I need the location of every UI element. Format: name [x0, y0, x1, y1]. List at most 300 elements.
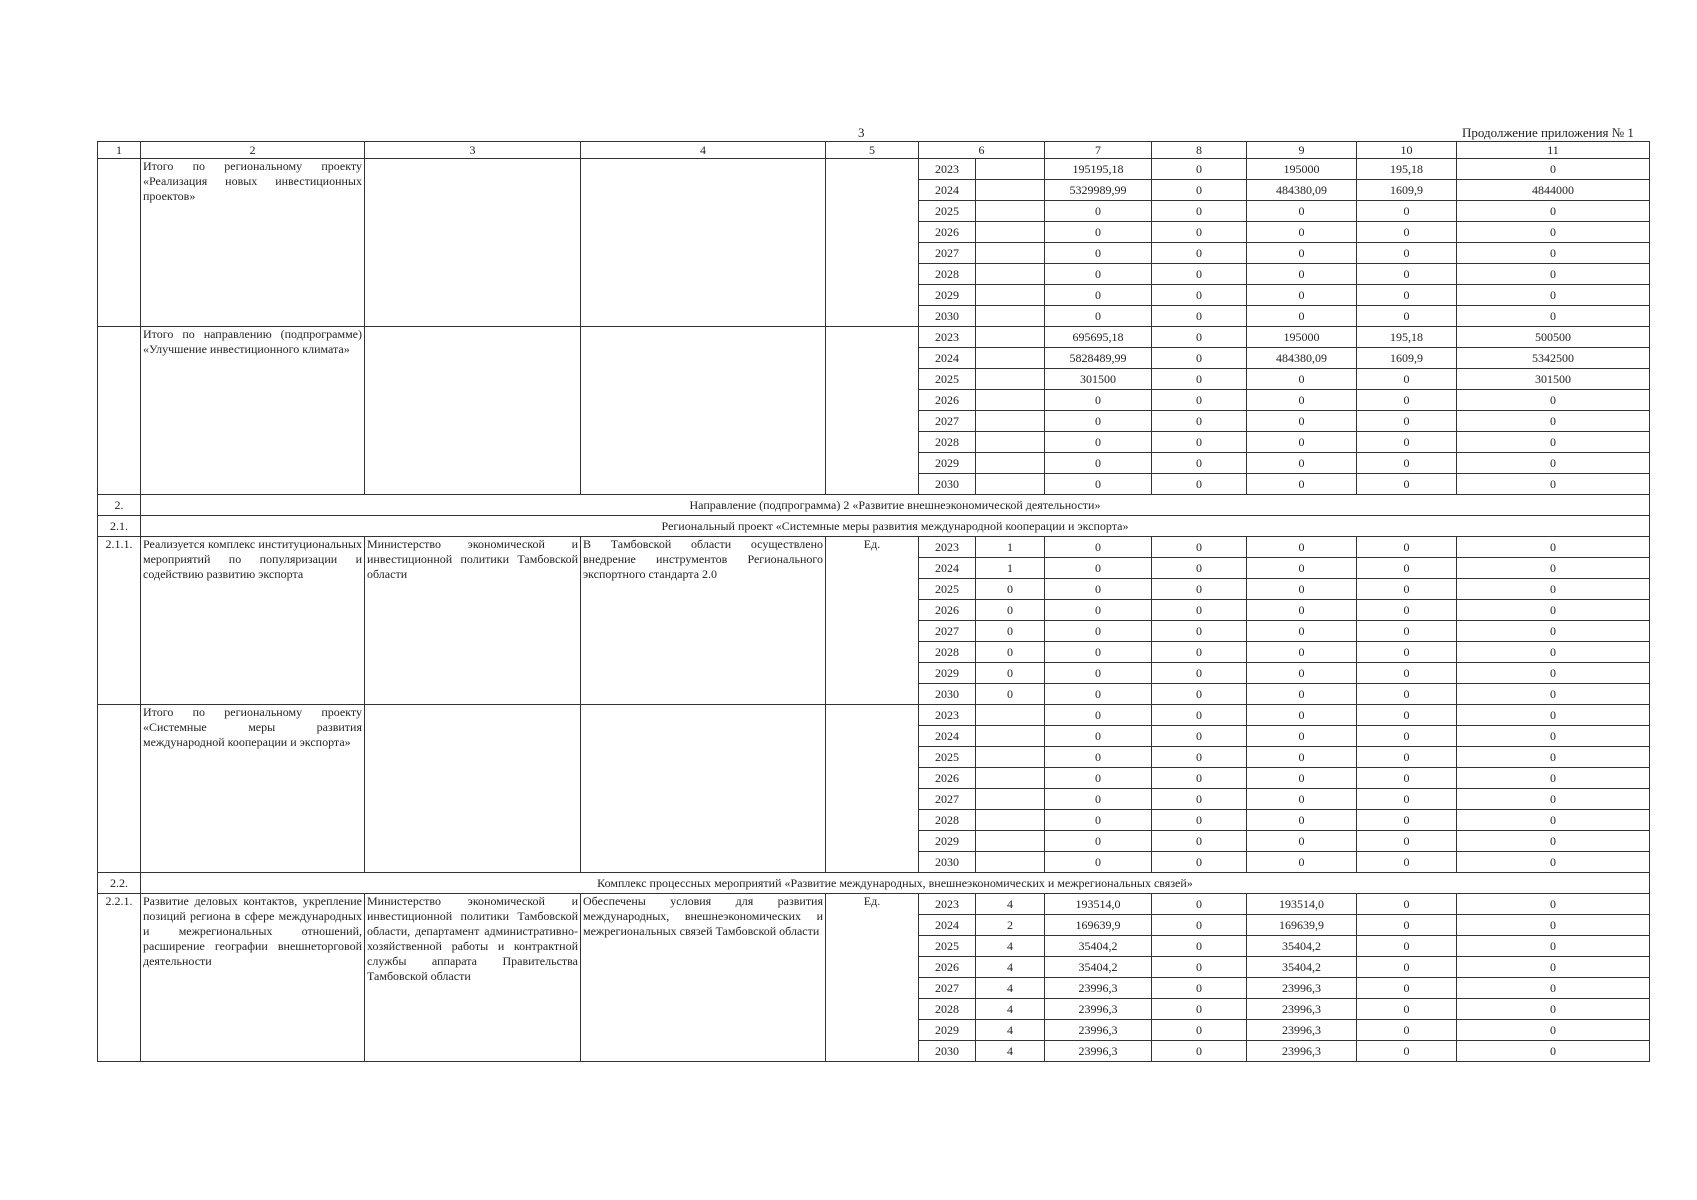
item-executor [365, 159, 581, 327]
value-col-9: 0 [1247, 789, 1357, 810]
column-header-2: 2 [141, 142, 365, 159]
section-row [98, 495, 1650, 516]
value-col-8: 0 [1152, 600, 1247, 621]
value-col-7: 0 [1045, 684, 1152, 705]
value-col-10: 0 [1357, 999, 1457, 1020]
year-cell: 2025 [919, 936, 976, 957]
value-col-9: 0 [1247, 222, 1357, 243]
value-col-7: 0 [1045, 852, 1152, 873]
year-cell: 2023 [919, 159, 976, 180]
value-col-7: 0 [1045, 810, 1152, 831]
column-header-9: 9 [1247, 142, 1357, 159]
value-col-9: 0 [1247, 390, 1357, 411]
value-col-9: 195000 [1247, 327, 1357, 348]
continuation-label: Продолжение приложения № 1 [1462, 125, 1634, 140]
value-col-8: 0 [1152, 684, 1247, 705]
value-col-6 [976, 768, 1045, 789]
value-col-7: 0 [1045, 474, 1152, 495]
value-col-7: 169639,9 [1045, 915, 1152, 936]
value-col-9: 23996,3 [1247, 978, 1357, 999]
value-col-11: 0 [1457, 852, 1650, 873]
value-col-11: 0 [1457, 810, 1650, 831]
item-name: Итого по региональному проекту «Системные меры развития международной кооперации и экспорта» [141, 705, 365, 873]
value-col-8: 0 [1152, 1041, 1247, 1062]
item-unit [826, 159, 919, 327]
value-col-8: 0 [1152, 180, 1247, 201]
item-executor [365, 705, 581, 873]
page-number: 3 [858, 125, 865, 140]
row-number [98, 705, 141, 873]
year-cell: 2026 [919, 222, 976, 243]
value-col-11: 0 [1457, 453, 1650, 474]
value-col-10: 0 [1357, 411, 1457, 432]
value-col-10: 0 [1357, 957, 1457, 978]
item-result [581, 327, 826, 495]
value-col-9: 0 [1247, 537, 1357, 558]
value-col-6: 0 [976, 621, 1045, 642]
value-col-9: 0 [1247, 369, 1357, 390]
value-col-11: 0 [1457, 789, 1650, 810]
value-col-7: 0 [1045, 285, 1152, 306]
value-col-7: 0 [1045, 831, 1152, 852]
value-col-6: 0 [976, 642, 1045, 663]
value-col-11: 5342500 [1457, 348, 1650, 369]
year-cell: 2028 [919, 432, 976, 453]
value-col-6: 1 [976, 558, 1045, 579]
value-col-11: 0 [1457, 243, 1650, 264]
value-col-9: 195000 [1247, 159, 1357, 180]
value-col-8: 0 [1152, 894, 1247, 915]
value-col-9: 0 [1247, 453, 1357, 474]
year-cell: 2026 [919, 957, 976, 978]
item-unit: Ед. [826, 537, 919, 705]
year-cell: 2030 [919, 474, 976, 495]
value-col-9: 0 [1247, 810, 1357, 831]
item-executor: Министерство экономической и инвестиционной политики Тамбовской области, департамент административно-хозяйственной работы и контрактной службы аппарата Правительства Тамбовской области [365, 894, 581, 1062]
value-col-11: 0 [1457, 432, 1650, 453]
value-col-11: 0 [1457, 411, 1650, 432]
value-col-10: 0 [1357, 390, 1457, 411]
value-col-10: 0 [1357, 768, 1457, 789]
value-col-8: 0 [1152, 999, 1247, 1020]
value-col-8: 0 [1152, 558, 1247, 579]
value-col-7: 195195,18 [1045, 159, 1152, 180]
year-cell: 2023 [919, 705, 976, 726]
value-col-9: 0 [1247, 684, 1357, 705]
value-col-8: 0 [1152, 243, 1247, 264]
value-col-7: 23996,3 [1045, 978, 1152, 999]
value-col-10: 0 [1357, 453, 1457, 474]
value-col-8: 0 [1152, 726, 1247, 747]
value-col-6 [976, 348, 1045, 369]
value-col-11: 0 [1457, 705, 1650, 726]
value-col-10: 0 [1357, 810, 1457, 831]
value-col-6: 0 [976, 600, 1045, 621]
value-col-9: 0 [1247, 831, 1357, 852]
row-number: 2.1.1. [98, 537, 141, 705]
year-cell: 2030 [919, 1041, 976, 1062]
year-cell: 2029 [919, 1020, 976, 1041]
year-cell: 2030 [919, 852, 976, 873]
year-cell: 2023 [919, 327, 976, 348]
value-col-11: 0 [1457, 915, 1650, 936]
value-col-8: 0 [1152, 1020, 1247, 1041]
value-col-6 [976, 474, 1045, 495]
value-col-8: 0 [1152, 957, 1247, 978]
value-col-6: 0 [976, 579, 1045, 600]
year-cell: 2027 [919, 411, 976, 432]
value-col-6 [976, 327, 1045, 348]
year-cell: 2027 [919, 789, 976, 810]
value-col-9: 0 [1247, 726, 1357, 747]
row-number [98, 159, 141, 327]
value-col-9: 169639,9 [1247, 915, 1357, 936]
value-col-11: 0 [1457, 1020, 1650, 1041]
value-col-6 [976, 453, 1045, 474]
header-row [98, 142, 1650, 159]
value-col-7: 0 [1045, 600, 1152, 621]
value-col-6 [976, 432, 1045, 453]
value-col-6 [976, 369, 1045, 390]
value-col-11: 0 [1457, 831, 1650, 852]
value-col-8: 0 [1152, 390, 1247, 411]
value-col-10: 0 [1357, 642, 1457, 663]
item-name: Итого по региональному проекту «Реализация новых инвестиционных проектов» [141, 159, 365, 327]
column-header-10: 10 [1357, 142, 1457, 159]
value-col-11: 0 [1457, 768, 1650, 789]
value-col-6 [976, 243, 1045, 264]
value-col-9: 0 [1247, 306, 1357, 327]
value-col-8: 0 [1152, 768, 1247, 789]
value-col-7: 0 [1045, 663, 1152, 684]
value-col-8: 0 [1152, 789, 1247, 810]
year-cell: 2028 [919, 264, 976, 285]
value-col-6: 1 [976, 537, 1045, 558]
value-col-9: 23996,3 [1247, 1041, 1357, 1062]
column-header-7: 7 [1045, 142, 1152, 159]
year-cell: 2026 [919, 600, 976, 621]
value-col-7: 0 [1045, 705, 1152, 726]
column-header-1: 1 [98, 142, 141, 159]
year-cell: 2027 [919, 243, 976, 264]
value-col-11: 4844000 [1457, 180, 1650, 201]
section-row [98, 516, 1650, 537]
value-col-7: 5828489,99 [1045, 348, 1152, 369]
value-col-7: 193514,0 [1045, 894, 1152, 915]
value-col-6 [976, 831, 1045, 852]
value-col-11: 0 [1457, 579, 1650, 600]
value-col-7: 0 [1045, 768, 1152, 789]
table-row [98, 705, 1650, 726]
value-col-10: 1609,9 [1357, 180, 1457, 201]
value-col-8: 0 [1152, 705, 1247, 726]
value-col-11: 0 [1457, 999, 1650, 1020]
value-col-6 [976, 264, 1045, 285]
section-title: Комплекс процессных мероприятий «Развитие международных, внешнеэкономических и межрегиональных связей» [141, 873, 1650, 894]
value-col-8: 0 [1152, 978, 1247, 999]
value-col-8: 0 [1152, 411, 1247, 432]
value-col-9: 0 [1247, 558, 1357, 579]
value-col-7: 0 [1045, 306, 1152, 327]
value-col-8: 0 [1152, 747, 1247, 768]
value-col-7: 0 [1045, 390, 1152, 411]
value-col-9: 193514,0 [1247, 894, 1357, 915]
value-col-9: 23996,3 [1247, 1020, 1357, 1041]
value-col-10: 0 [1357, 558, 1457, 579]
value-col-11: 0 [1457, 621, 1650, 642]
column-header-3: 3 [365, 142, 581, 159]
value-col-8: 0 [1152, 327, 1247, 348]
value-col-7: 0 [1045, 558, 1152, 579]
value-col-6: 4 [976, 894, 1045, 915]
value-col-10: 0 [1357, 936, 1457, 957]
table-row [98, 894, 1650, 915]
value-col-10: 0 [1357, 1020, 1457, 1041]
value-col-8: 0 [1152, 306, 1247, 327]
year-cell: 2029 [919, 285, 976, 306]
section-number: 2. [98, 495, 141, 516]
value-col-9: 0 [1247, 579, 1357, 600]
value-col-9: 0 [1247, 201, 1357, 222]
value-col-6: 4 [976, 957, 1045, 978]
value-col-8: 0 [1152, 579, 1247, 600]
value-col-11: 0 [1457, 306, 1650, 327]
value-col-6 [976, 411, 1045, 432]
item-name: Развитие деловых контактов, укрепление позиций региона в сфере международных и межрегиональных отношений, расширение географии внешнеторговой деятельности [141, 894, 365, 1062]
value-col-11: 0 [1457, 474, 1650, 495]
value-col-7: 0 [1045, 453, 1152, 474]
value-col-11: 0 [1457, 747, 1650, 768]
value-col-8: 0 [1152, 201, 1247, 222]
value-col-8: 0 [1152, 264, 1247, 285]
value-col-10: 0 [1357, 306, 1457, 327]
year-cell: 2029 [919, 831, 976, 852]
value-col-10: 0 [1357, 201, 1457, 222]
value-col-7: 23996,3 [1045, 1020, 1152, 1041]
value-col-10: 1609,9 [1357, 348, 1457, 369]
value-col-6 [976, 747, 1045, 768]
item-result [581, 159, 826, 327]
year-cell: 2024 [919, 558, 976, 579]
value-col-10: 0 [1357, 663, 1457, 684]
value-col-7: 35404,2 [1045, 936, 1152, 957]
value-col-7: 5329989,99 [1045, 180, 1152, 201]
item-result: В Тамбовской области осуществлено внедрение инструментов Регионального экспортного стандарта 2.0 [581, 537, 826, 705]
row-number: 2.2.1. [98, 894, 141, 1062]
value-col-10: 0 [1357, 600, 1457, 621]
value-col-9: 0 [1247, 432, 1357, 453]
value-col-7: 0 [1045, 222, 1152, 243]
value-col-6 [976, 789, 1045, 810]
value-col-11: 0 [1457, 1041, 1650, 1062]
year-cell: 2028 [919, 999, 976, 1020]
value-col-6 [976, 159, 1045, 180]
year-cell: 2024 [919, 180, 976, 201]
value-col-9: 0 [1247, 663, 1357, 684]
year-cell: 2025 [919, 579, 976, 600]
column-header-5: 5 [826, 142, 919, 159]
value-col-10: 0 [1357, 243, 1457, 264]
section-number: 2.1. [98, 516, 141, 537]
value-col-10: 0 [1357, 852, 1457, 873]
value-col-11: 0 [1457, 936, 1650, 957]
value-col-6 [976, 180, 1045, 201]
value-col-7: 0 [1045, 642, 1152, 663]
year-cell: 2030 [919, 306, 976, 327]
value-col-10: 0 [1357, 978, 1457, 999]
value-col-6 [976, 306, 1045, 327]
value-col-8: 0 [1152, 810, 1247, 831]
value-col-10: 0 [1357, 747, 1457, 768]
value-col-9: 484380,09 [1247, 348, 1357, 369]
value-col-10: 0 [1357, 621, 1457, 642]
table-row [98, 327, 1650, 348]
value-col-10: 0 [1357, 915, 1457, 936]
column-header-4: 4 [581, 142, 826, 159]
value-col-6: 4 [976, 936, 1045, 957]
item-executor: Министерство экономической и инвестиционной политики Тамбовской области [365, 537, 581, 705]
value-col-9: 0 [1247, 705, 1357, 726]
value-col-11: 0 [1457, 201, 1650, 222]
year-cell: 2023 [919, 894, 976, 915]
section-number: 2.2. [98, 873, 141, 894]
value-col-8: 0 [1152, 432, 1247, 453]
value-col-6 [976, 810, 1045, 831]
section-title: Направление (подпрограмма) 2 «Развитие внешнеэкономической деятельности» [141, 495, 1650, 516]
value-col-10: 0 [1357, 789, 1457, 810]
value-col-9: 23996,3 [1247, 999, 1357, 1020]
value-col-8: 0 [1152, 159, 1247, 180]
table-row [98, 537, 1650, 558]
value-col-9: 0 [1247, 852, 1357, 873]
value-col-7: 695695,18 [1045, 327, 1152, 348]
value-col-7: 0 [1045, 201, 1152, 222]
program-table [97, 141, 1650, 1062]
value-col-7: 0 [1045, 747, 1152, 768]
value-col-10: 0 [1357, 537, 1457, 558]
value-col-6: 4 [976, 999, 1045, 1020]
value-col-8: 0 [1152, 852, 1247, 873]
item-unit [826, 327, 919, 495]
value-col-6: 4 [976, 1041, 1045, 1062]
value-col-10: 0 [1357, 474, 1457, 495]
value-col-10: 0 [1357, 705, 1457, 726]
year-cell: 2024 [919, 915, 976, 936]
value-col-10: 0 [1357, 222, 1457, 243]
value-col-11: 0 [1457, 222, 1650, 243]
value-col-6: 4 [976, 978, 1045, 999]
value-col-6 [976, 726, 1045, 747]
value-col-9: 0 [1247, 474, 1357, 495]
column-header-8: 8 [1152, 142, 1247, 159]
value-col-7: 0 [1045, 432, 1152, 453]
value-col-9: 0 [1247, 243, 1357, 264]
value-col-11: 0 [1457, 978, 1650, 999]
column-header-11: 11 [1457, 142, 1650, 159]
value-col-10: 0 [1357, 894, 1457, 915]
value-col-8: 0 [1152, 369, 1247, 390]
value-col-7: 0 [1045, 243, 1152, 264]
value-col-10: 0 [1357, 264, 1457, 285]
value-col-8: 0 [1152, 831, 1247, 852]
value-col-11: 0 [1457, 390, 1650, 411]
value-col-7: 0 [1045, 264, 1152, 285]
year-cell: 2029 [919, 453, 976, 474]
year-cell: 2027 [919, 621, 976, 642]
value-col-11: 0 [1457, 726, 1650, 747]
value-col-7: 0 [1045, 579, 1152, 600]
value-col-9: 0 [1247, 285, 1357, 306]
value-col-11: 0 [1457, 894, 1650, 915]
value-col-7: 23996,3 [1045, 999, 1152, 1020]
year-cell: 2028 [919, 642, 976, 663]
value-col-11: 500500 [1457, 327, 1650, 348]
year-cell: 2027 [919, 978, 976, 999]
value-col-7: 0 [1045, 621, 1152, 642]
year-cell: 2029 [919, 663, 976, 684]
item-result [581, 705, 826, 873]
value-col-6: 0 [976, 684, 1045, 705]
value-col-6: 2 [976, 915, 1045, 936]
value-col-7: 35404,2 [1045, 957, 1152, 978]
value-col-11: 0 [1457, 159, 1650, 180]
value-col-10: 0 [1357, 579, 1457, 600]
year-cell: 2023 [919, 537, 976, 558]
value-col-11: 0 [1457, 600, 1650, 621]
value-col-11: 0 [1457, 663, 1650, 684]
value-col-8: 0 [1152, 621, 1247, 642]
value-col-6 [976, 222, 1045, 243]
value-col-11: 0 [1457, 642, 1650, 663]
year-cell: 2028 [919, 810, 976, 831]
value-col-8: 0 [1152, 663, 1247, 684]
value-col-9: 0 [1247, 768, 1357, 789]
section-row [98, 873, 1650, 894]
value-col-8: 0 [1152, 348, 1247, 369]
value-col-8: 0 [1152, 222, 1247, 243]
value-col-9: 0 [1247, 264, 1357, 285]
column-header-6: 6 [919, 142, 1045, 159]
value-col-8: 0 [1152, 285, 1247, 306]
year-cell: 2025 [919, 201, 976, 222]
section-title: Региональный проект «Системные меры развития международной кооперации и экспорта» [141, 516, 1650, 537]
value-col-10: 0 [1357, 831, 1457, 852]
value-col-11: 0 [1457, 264, 1650, 285]
year-cell: 2025 [919, 747, 976, 768]
value-col-11: 0 [1457, 558, 1650, 579]
value-col-10: 195,18 [1357, 159, 1457, 180]
value-col-9: 0 [1247, 411, 1357, 432]
item-result: Обеспечены условия для развития международных, внешнеэкономических и межрегиональных связей Тамбовской области [581, 894, 826, 1062]
value-col-7: 0 [1045, 726, 1152, 747]
value-col-9: 0 [1247, 600, 1357, 621]
value-col-11: 0 [1457, 684, 1650, 705]
value-col-8: 0 [1152, 936, 1247, 957]
year-cell: 2024 [919, 726, 976, 747]
value-col-10: 0 [1357, 432, 1457, 453]
value-col-6 [976, 285, 1045, 306]
value-col-6 [976, 705, 1045, 726]
value-col-6: 0 [976, 663, 1045, 684]
year-cell: 2030 [919, 684, 976, 705]
value-col-8: 0 [1152, 474, 1247, 495]
value-col-7: 0 [1045, 411, 1152, 432]
item-executor [365, 327, 581, 495]
value-col-9: 35404,2 [1247, 936, 1357, 957]
value-col-8: 0 [1152, 537, 1247, 558]
value-col-10: 0 [1357, 684, 1457, 705]
year-cell: 2026 [919, 768, 976, 789]
